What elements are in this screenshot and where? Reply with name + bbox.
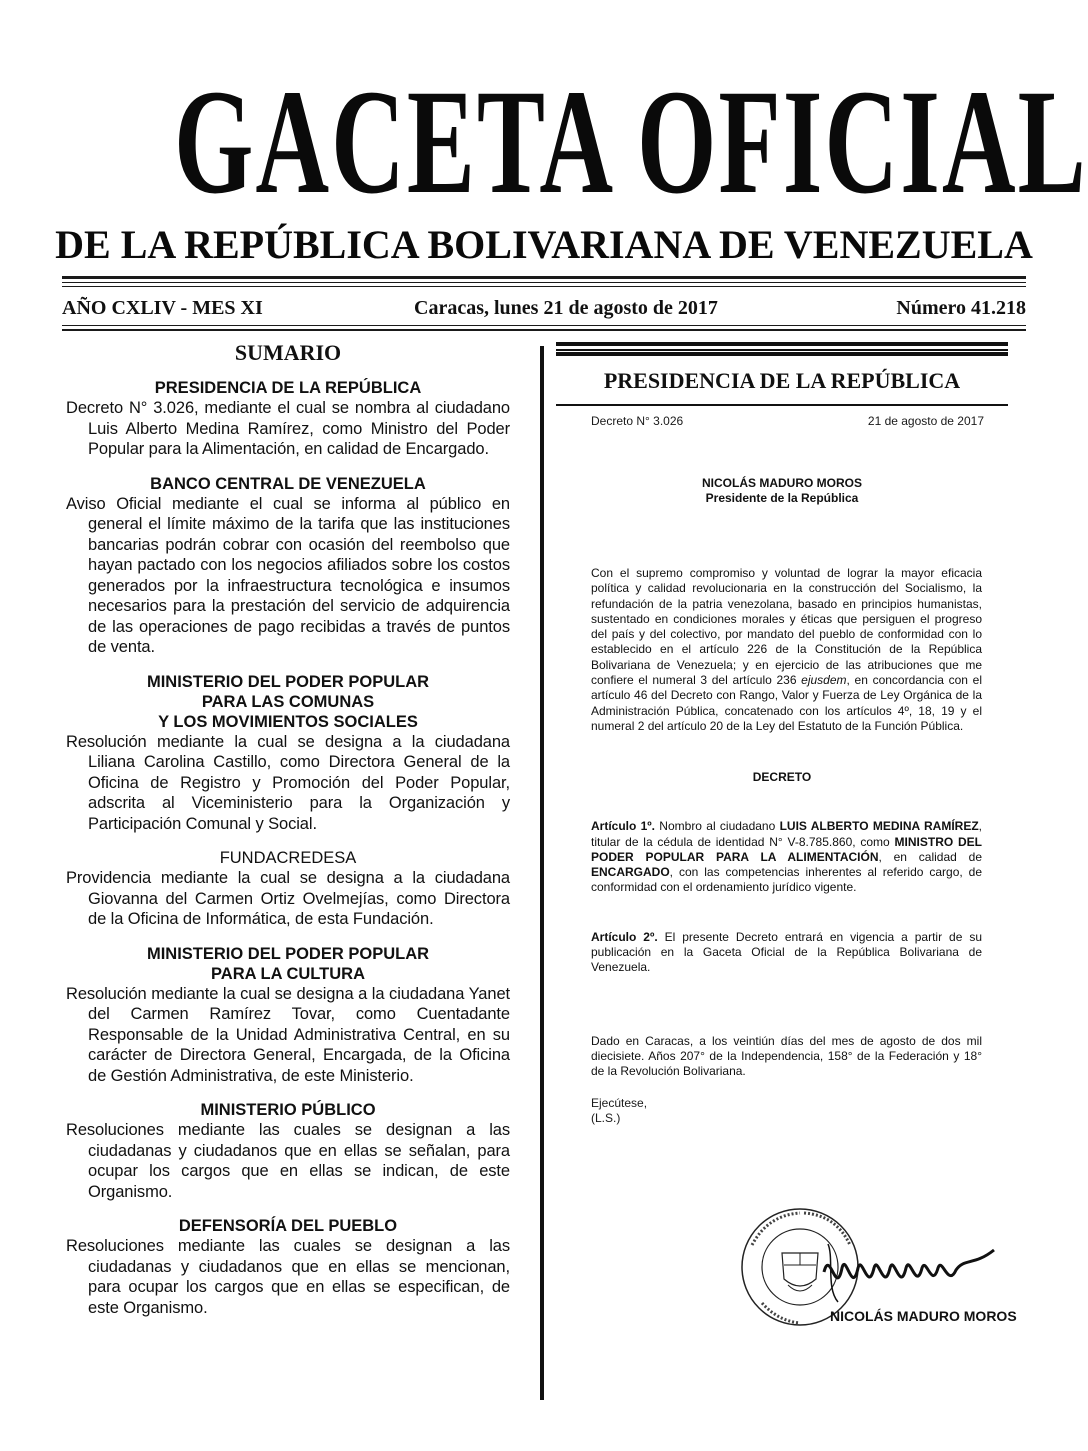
article-1: Artículo 1º. Nombro al ciudadano LUIS ALBERTO MEDINA RAMÍREZ, titular de la cédula de identidad N° V-8.785.860, como MINISTRO DEL PODER POPULAR PARA LA ALIMENTACIÓN, en calidad de ENCARGADO, con las competencias inherentes al referido cargo, de conformidad con el ordenamiento jurídico vigente. [591,819,982,895]
summary-section-body: Providencia mediante la cual se designa a la ciudadana Giovanna del Carmen Ortiz Ovelmejías, como Directora de la Oficina de Informática, de esta Fundación. [66,869,510,928]
decree-section-title: PRESIDENCIA DE LA REPÚBLICA [603,368,961,393]
article-2: Artículo 2º. El presente Decreto entrará en vigencia a partir de su publicación en la Gaceta Oficial de la República Bolivariana de Venezuela. [591,929,982,975]
summary-section-title: MINISTERIO PÚBLICO [200,1101,376,1119]
issue-number: Número 41.218 [896,297,1026,319]
top-rule-thick [62,276,1026,279]
issue-place-date: Caracas, lunes 21 de agosto de 2017 [414,297,718,319]
summary-section-body: Aviso Oficial mediante el cual se informa al público en general el límite máximo de la tarifa que las instituciones bancarias podrán cobrar con ocasión del reembolso que hayan pactado con los negocios afiliados sobre los costos generados por la infraestructura tecnológica e insumos necesarios para la prestación del servicio de adquirencia de las operaciones de pago recibidas a través de puntos de venta. [66,494,510,656]
summary-section-title: DEFENSORÍA DEL PUEBLO [178,1217,398,1235]
summary-sections [66,378,510,1318]
summary-section-title: FUNDACREDESA [219,849,357,867]
summary-section-title: BANCO CENTRAL DE VENEZUELA [150,474,426,493]
summary-section-body: Resolución mediante la cual se designa a la ciudadana Liliana Carolina Castillo, como Directora General de la Oficina de Registro y Promoción del Poder Popular, adscrita al Viceministerio para la Organización y Participación Comunal y Social. [66,732,510,833]
summary-section-title: PRESIDENCIA DE LA REPÚBLICA [154,379,422,397]
infobar-rule-thin [62,325,1026,326]
signature-scribble [818,1238,998,1308]
signature-name: NICOLÁS MADURO MOROS [830,1308,1017,1324]
ls-text: (L.S.) [591,1110,621,1125]
summary-section-title: PARA LA CULTURA [211,964,365,983]
summary-section-body: Resolución mediante la cual se designa a la ciudadana Yanet del Carmen Ramírez Tovar, como Cuentadante Responsable de la Unidad Administrativa Central, en su carácter de Directora General, Encargada, de la Oficina de Gestión Administrativa, de este Ministerio. [66,984,510,1085]
decree-closing: Dado en Caracas, a los veintiún días del mes de agosto de dos mil diecisiete. Años 207° de la Independencia, 158° de la Federación y 18° de la Revolución Bolivariana. [591,1033,982,1079]
masthead-title: GACETA OFICIAL [174,59,1088,225]
column-divider [540,346,544,1400]
summary-section-title: Y LOS MOVIMIENTOS SOCIALES [158,712,418,731]
decree-number-row [591,414,984,432]
president-name: NICOLÁS MADURO MOROS [702,476,862,490]
summary-section-body: Decreto N° 3.026, mediante el cual se nombra al ciudadano Luis Alberto Medina Ramírez, como Ministro del Poder Popular para la Alimentación, en calidad de Encargado. [66,399,510,458]
infobar-rule-thick [62,329,1026,331]
masthead-subtitle: DE LA REPÚBLICA BOLIVARIANA DE VENEZUELA [55,222,1033,267]
decree-number: Decreto N° 3.026 [591,414,684,428]
execute-text: Ejecútese, [591,1095,648,1110]
decreto-heading: DECRETO [752,770,812,785]
summary-section-title: PARA LAS COMUNAS [201,692,375,711]
summary-column [66,340,510,1332]
decree-column [556,342,1008,1126]
section-header-bars [556,342,1008,356]
summary-heading: SUMARIO [234,340,342,365]
summary-section-body: Resoluciones mediante las cuales se designan a las ciudadanas y ciudadanos que en ellas se señalan, para ocupar los cargos que en ellas se indican, de este Organismo. [66,1121,510,1201]
summary-section-body: Resoluciones mediante las cuales se designan a las ciudadanas y ciudadanos que en ellas se mencionan, para ocupar los cargos que en ellas se especifican, de este Organismo. [66,1237,510,1317]
top-rule-thin-2 [62,286,1026,287]
decree-date: 21 de agosto de 2017 [867,414,984,428]
summary-section-title: MINISTERIO DEL PODER POPULAR [146,672,430,691]
top-rule-thin [62,282,1026,283]
president-title: Presidente de la República [705,491,859,505]
decree-preamble: Con el supremo compromiso y voluntad de lograr la mayor eficacia política y calidad revolucionaria en la construcción del Socialismo, la refundación de la patria venezolana, basado en principios humanistas, sustentado en condiciones morales y éticas que persiguen el progreso del país y del colectivo, por mandato del pueblo de conformidad con lo establecido en el artículo 226 de la Constitución de la República Bolivariana de Venezuela; y en ejercicio de las atribuciones que me confiere el numeral 3 del artículo 236 ejusdem, en concordancia con el artículo 46 del Decreto con Rango, Valor y Fuerza de Ley Orgánica de la Administración Pública, concatenado con los artículos 4º, 18, 19 y el numeral 2 del artículo 20 de la Ley del Estatuto de la Función Pública. [591,566,982,733]
summary-section-title: MINISTERIO DEL PODER POPULAR [146,944,430,963]
decree-title-rule [556,404,1008,406]
issue-year-month: AÑO CXLIV - MES XI [62,297,263,319]
